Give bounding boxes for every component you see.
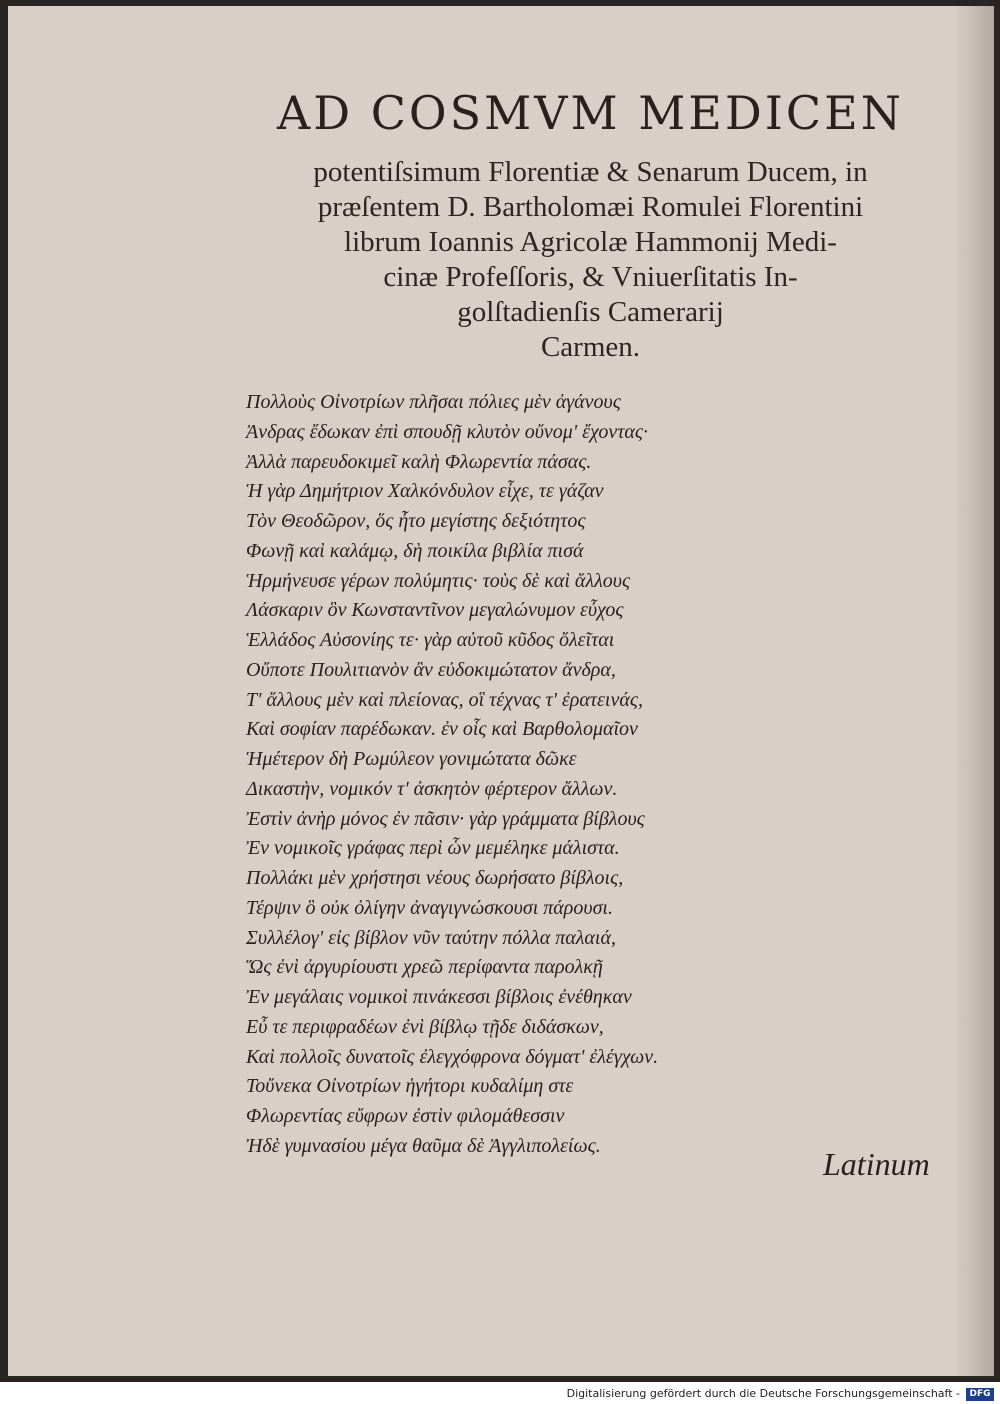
verse-line: Ἡρμήνευσε γέρων πολύμητις· τοὺς δὲ καὶ ἄλλους xyxy=(246,569,631,592)
verse-line: Ἠδὲ γυμνασίου μέγα θαῦμα δὲ Ἀγγλιπολείως. xyxy=(246,1134,601,1157)
footer-bar xyxy=(0,1386,1000,1404)
verse-line: Εὖ τε περιφραδέων ἐνὶ βίβλῳ τῇδε διδάσκων, xyxy=(246,1015,604,1038)
page-title: AD COSMVM MEDICEN xyxy=(277,86,904,140)
verse-line: Φλωρεντίας εὔφρων ἐστὶν φιλομάθεσσιν xyxy=(246,1105,565,1127)
verse-line: Ὥς ἐνὶ ἀργυρίουστι χρεῶ περίφαντα παρολκῇ xyxy=(246,956,603,979)
verse-line: Ἑλλάδος Αὐσονίης τε· γὰρ αὐτοῦ κῦδος ὄλεῖται xyxy=(246,629,615,651)
subtitle-line: Carmen. xyxy=(540,331,641,363)
verse-line: Οὔποτε Πουλιτιανὸν ἂν εὐδοκιμώτατον ἄνδρα, xyxy=(246,658,616,681)
book-page xyxy=(8,6,994,1376)
catchword: Latinum xyxy=(823,1146,930,1182)
verse-line: Συλλέλογ' εἰς βίβλον νῦν ταύτην πόλλα παλαιά, xyxy=(246,926,616,949)
verse-line: Ἀλλὰ παρευδοκιμεῖ καλὴ Φλωρεντία πάσας. xyxy=(246,450,592,473)
verse-line: Ἐστὶν ἀνὴρ μόνος ἐν πᾶσιν· γὰρ γράμματα βίβλους xyxy=(246,807,645,830)
verse-line: Λάσκαριν ὃν Κωνσταντῖνον μεγαλώνυμον εὖχος xyxy=(246,599,624,622)
subtitle-line: cinæ Profeſſoris, & Vniuerſitatis In- xyxy=(383,261,798,293)
verse-line: Ἐν μεγάλαις νομικοὶ πινάκεσσι βίβλοις ἐνέθηκαν xyxy=(246,986,632,1008)
subtitle-line: golſtadienſis Camerarij xyxy=(457,296,724,328)
dfg-logo-icon: DFG xyxy=(966,1388,994,1401)
subtitle-line: librum Ioannis Agricolæ Hammonij Medi- xyxy=(344,226,837,258)
verse-line: Πολλάκι μὲν χρήστησι νέους δωρήσατο βίβλοις, xyxy=(246,867,624,889)
verse-line: Τέρψιν ὃ οὐκ ὀλίγην ἀναγιγνώσκουσι πάρουσι. xyxy=(246,896,613,919)
subtitle-line: præſentem D. Bartholomæi Romulei Florentini xyxy=(317,191,864,223)
verse-line: Καὶ πολλοῖς δυνατοῖς ἐλεγχόφρονα δόγματ' ἐλέγχων. xyxy=(246,1045,659,1068)
verse-line: Ἐν νομικοῖς γράφας περὶ ὧν μεμέληκε μάλιστα. xyxy=(246,837,620,860)
footer-credit: Digitalisierung gefördert durch die Deutsche Forschungsgemeinschaft - xyxy=(566,1387,960,1400)
verse-line: Ἡμέτερον δὴ Ρωμύλεον γονιμώτατα δῶκε xyxy=(246,748,577,770)
verse-line: Πολλοὺς Οἰνοτρίων πλῆσαι πόλιες μὲν ἀγάνους xyxy=(246,391,621,413)
verse-line: Καὶ σοφίαν παρέδωκαν. ἐν οἷς καὶ Βαρθολομαῖον xyxy=(246,718,638,741)
verse-line: Τ' ἄλλους μὲν καὶ πλείονας, οἳ τέχνας τ' ἐρατεινάς, xyxy=(246,688,643,711)
verse-line: Δικαστὴν, νομικόν τ' ἀσκητὸν φέρτερον ἄλλων. xyxy=(246,777,618,800)
subtitle-line: potentiſsimum Florentiæ & Senarum Ducem, in xyxy=(313,156,868,188)
verse-line: Τοὔνεκα Οἰνοτρίων ἡγήτορι κυδαλίμη στε xyxy=(246,1075,574,1098)
verse-line: Φωνῇ καὶ καλάμῳ, δὴ ποικίλα βιβλία πισά xyxy=(246,539,584,562)
verse-line: Ἡ γὰρ Δημήτριον Χαλκόνδυλον εἶχε, τε γάζαν xyxy=(246,480,604,503)
verse-line: Ἀνδρας ἔδωκαν ἐπὶ σπουδῇ κλυτὸν οὔνομ' ἔχοντας· xyxy=(246,420,649,443)
verse-line: Τὸν Θεοδῶρον, ὅς ἦτο μεγίστης δεξιότητος xyxy=(246,510,586,532)
greek-verse xyxy=(246,388,846,1162)
